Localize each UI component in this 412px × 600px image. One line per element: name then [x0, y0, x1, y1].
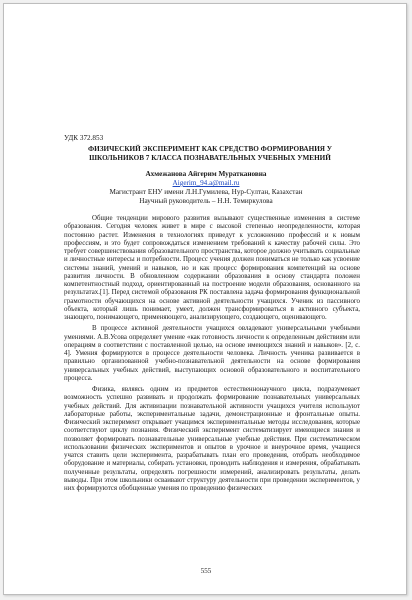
document-page — [3, 3, 407, 595]
paper-title: ФИЗИЧЕСКИЙ ЭКСПЕРИМЕНТ КАК СРЕДСТВО ФОРМИРОВАНИЯ У ШКОЛЬНИКОВ 7 КЛАССА ПОЗНАВАТЕЛЬНЫХ УЧЕБНЫХ УМЕНИЙ — [87, 145, 333, 162]
scientific-advisor: Научный руководитель – Н.Н. Темиркулова — [139, 197, 273, 205]
author-name: Ахмежанова Айгерим Мураткановна — [145, 170, 267, 178]
body-text — [64, 215, 360, 493]
paragraph: Физика, являясь одним из предметов естественнонаучного цикла, подразумевает возможность успешно развивать и продолжать формирование познавательных универсальных учебных действий. Для активизации познавательной активности учащихся учителя используют лабораторные работы, экспериментальные задачи, демонстрационные и фронтальные опыты. Физический эксперимент открывает учащимся экспериментальные методы исследования, которые соответствуют циклу познания. Физический эксперимент систематизирует имеющиеся знания и позволяет формировать познавательные универсальные учебные действия. При систематическом использовании физических экспериментов и опытов в урочное и внеурочное время, учащиеся учатся ставить цели эксперимента, разрабатывать план его проведения, отобрать необходимое оборудование и материалы, собирать установки, проводить наблюдения и измерения, обрабатывать полученные результаты, определять погрешности измерений, анализировать результаты, делать выводы. При этом школьники осваивают структуру деятельности при проведении экспериментов, у них формируются обобщенные умения по проведению физических — [64, 386, 360, 492]
paragraph: Общие тенденции мирового развития вызывают существенные изменения в системе образования. Сегодня человек живет в мире с высокой степенью неопределенности, которая постоянно растет. Изменения в технологиях приведут к усложнению профессий и к новым профессиям, и это будет сопровождаться изменением требований к качеству рабочей силы. Это требует совершенствования образовательного пространства, которое должно учитывать социальные и личностные интересы и потребности. Процесс учения должен пониматься не только как усвоение системы знаний, умений и навыков, но и как процесс формирования компетенций на основе развития личности. В обновленном содержании образования в основу стандарта положен компетентностный подход, ориентированный на построение модели образования, основанного на результатах.[1]. Перед системой образования РК поставлена задача формирования функциональной грамотности обучающихся на основе активной деятельности учащихся. Ученик из пассивного объекта, который лишь понимает, умеет, должен трансформироваться в активного субъекта, знающего, понимающего, применяющего, анализирующего, создающего, оценивающего. — [64, 215, 360, 321]
udc-code: УДК 372.853 — [64, 134, 104, 142]
author-email-link[interactable]: Aigerim_94.a@mail.ru — [172, 179, 240, 187]
page-number: 555 — [200, 567, 212, 575]
author-affiliation: Магистрант ЕНУ имени Л.Н.Гумилева, Нур-Султан, Казахстан — [109, 188, 303, 196]
paragraph: В процессе активной деятельности учащихся овладевают универсальными учебными умениями. А.В.Усова определяет умение «как готовность личности к определенным действиям или операциям в соответствии с поставленной целью, на основе имеющихся знаний и навыков». [2, с. 4]. Умения формируются в процессе деятельности человека. Личность ученика развивается в правильно организованной учебно-познавательной деятельности на основе формирования универсальных учебных действий, выступающих основой образовательного и воспитательного процесса. — [64, 325, 360, 382]
